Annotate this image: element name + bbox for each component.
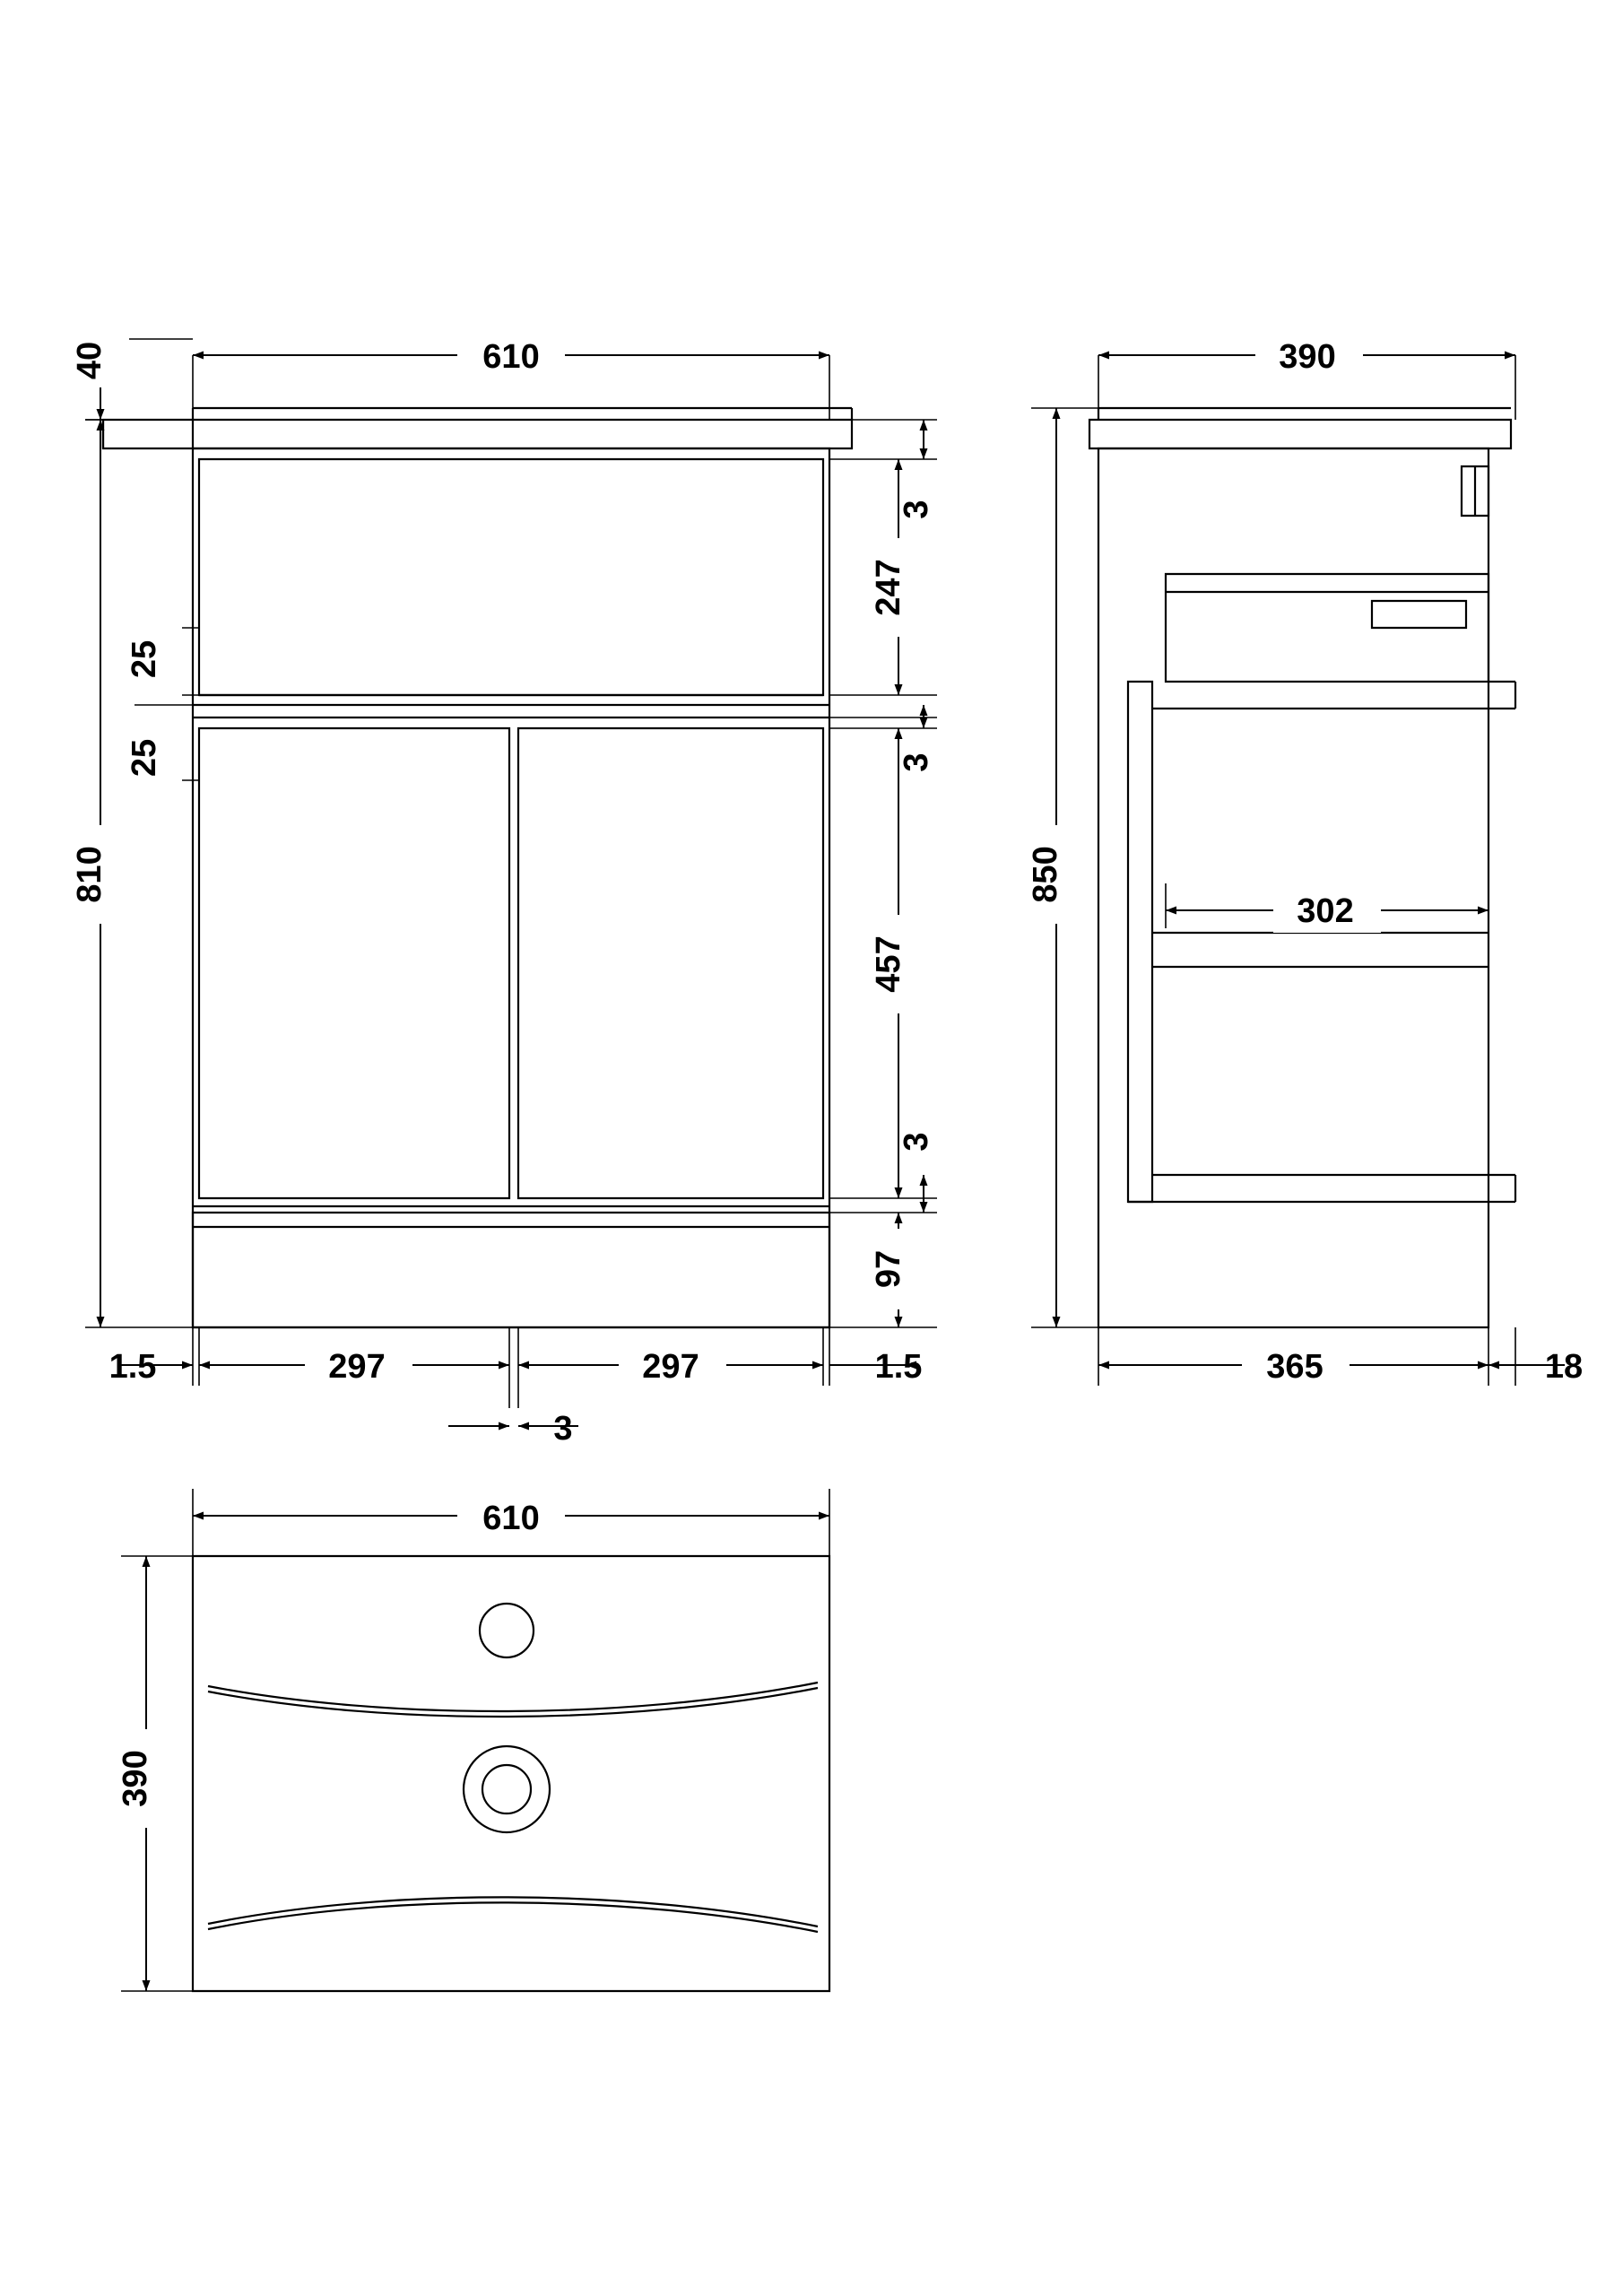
dim-side-depth: 390 — [1279, 338, 1336, 376]
dim-top-width: 610 — [482, 1500, 540, 1537]
dim-front-height: 810 — [71, 846, 108, 903]
basin-curve-top-2 — [208, 1688, 818, 1717]
basin-outline — [193, 1556, 829, 1991]
dim-front-top-gap: 40 — [71, 341, 108, 380]
dim-front-width: 610 — [482, 338, 540, 376]
dim-top-depth: 390 — [117, 1750, 154, 1807]
front-drawer — [199, 459, 823, 695]
tap-hole — [480, 1604, 534, 1657]
basin-curve-bottom — [208, 1897, 818, 1926]
dim-side-height: 850 — [1027, 846, 1064, 903]
side-worktop — [1089, 420, 1511, 448]
dim-front-centre-gap: 3 — [553, 1410, 573, 1448]
dim-front-door-height: 457 — [870, 935, 907, 993]
side-drawer-handle — [1372, 601, 1466, 628]
dim-side-door-inner: 302 — [1297, 892, 1354, 930]
dim-front-door-right-width: 297 — [642, 1348, 699, 1386]
front-plinth — [193, 1213, 829, 1327]
dim-front-plinth-height: 97 — [870, 1249, 907, 1289]
basin-curve-bottom-2 — [208, 1902, 818, 1932]
dim-side-rear-offset: 18 — [1544, 1348, 1584, 1386]
basin-curve-top — [208, 1683, 818, 1711]
front-view-group — [103, 408, 852, 1327]
front-door-right — [518, 728, 823, 1198]
dim-front-gap-mid: 3 — [898, 752, 935, 772]
dim-side-carcass-depth: 365 — [1266, 1348, 1324, 1386]
dim-front-left-gap-upper: 25 — [126, 639, 163, 679]
side-door-panel — [1128, 682, 1152, 1202]
front-worktop — [103, 420, 852, 448]
dim-front-drawer-height: 247 — [870, 559, 907, 616]
dim-front-left-gap-lower: 25 — [126, 738, 163, 778]
dim-front-gap-lower: 3 — [898, 1132, 935, 1152]
waste-hole-inner — [482, 1765, 531, 1813]
dim-front-door-left-width: 297 — [328, 1348, 386, 1386]
side-dimensions — [1031, 355, 1565, 1386]
waste-hole-outer — [464, 1746, 550, 1832]
dim-front-gap-top: 3 — [898, 500, 935, 519]
side-view-group — [1089, 408, 1515, 1327]
top-view-group — [193, 1556, 829, 1991]
front-cabinet-body — [193, 448, 829, 1327]
front-dimensions — [85, 339, 937, 1426]
front-door-left — [199, 728, 509, 1198]
dim-front-edge-left: 1.5 — [108, 1348, 157, 1386]
dim-front-edge-right: 1.5 — [874, 1348, 923, 1386]
